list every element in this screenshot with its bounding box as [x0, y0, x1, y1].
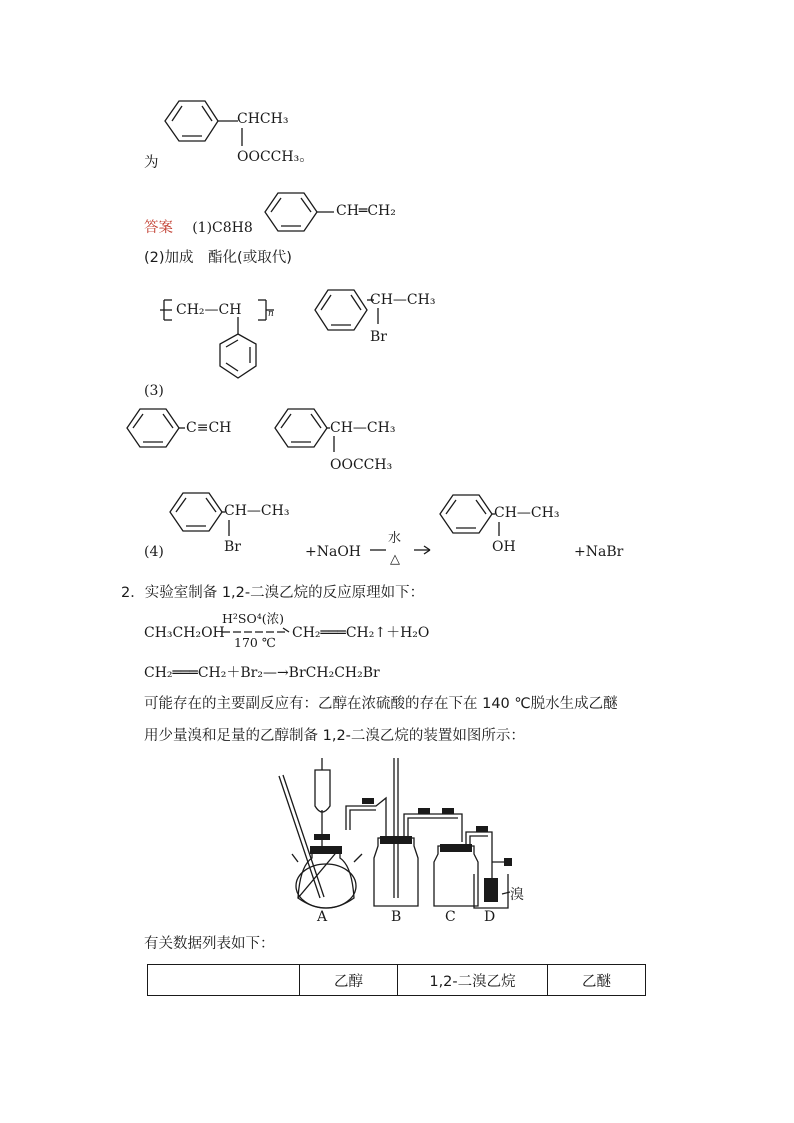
wei-text: 为 — [144, 155, 159, 171]
naoh-text: +NaOH — [305, 544, 362, 560]
answer-part2: (2)加成 酯化(或取代) — [144, 250, 292, 266]
table-header-ether: 乙醚 — [548, 965, 646, 996]
reaction-1-cond-top: H²SO⁴(浓) — [222, 611, 284, 626]
arrow-cond-top: 水 — [388, 531, 402, 546]
arrow-cond-bottom: △ — [390, 552, 400, 567]
reaction-1-left: CH₃CH₂OH — [144, 625, 225, 641]
reactant-lower: Br — [224, 539, 241, 555]
bromo-lower: Br — [370, 329, 387, 345]
label-c: C — [445, 909, 456, 925]
reaction-1-right: CH₂═══CH₂↑＋H₂O — [292, 625, 430, 641]
polymer-chain: CH₂—CH — [176, 302, 242, 318]
styrene-group: CH═CH₂ — [336, 203, 396, 219]
phenylacetylene-structure — [122, 406, 242, 466]
table-header-row — [148, 965, 646, 996]
nabr-text: +NaBr — [574, 544, 624, 560]
apparatus-diagram — [270, 758, 540, 928]
label-d: D — [484, 909, 496, 925]
side-reaction-text: 可能存在的主要副反应有：乙醇在浓硫酸的存在下在 140 ℃脱水生成乙醚 — [144, 696, 618, 712]
reaction-2: CH₂═══CH₂＋Br₂—→BrCH₂CH₂Br — [144, 665, 380, 681]
top-lower-group: OOCCH₃。 — [237, 149, 314, 165]
reaction-1-cond-bottom: 170 ℃ — [234, 635, 276, 650]
alkyne-group: C≡CH — [186, 420, 232, 436]
data-table — [147, 964, 646, 996]
table-header-ethanol: 乙醇 — [300, 965, 398, 996]
label-b: B — [391, 909, 402, 925]
answer-part1: (1)C8H8 — [192, 220, 253, 236]
product-upper: CH—CH₃ — [494, 505, 560, 521]
setup-text: 用少量溴和足量的乙醇制备 1,2-二溴乙烷的装置如图所示： — [144, 728, 525, 744]
label-a: A — [317, 909, 328, 925]
polymer-n: n — [268, 309, 274, 319]
answer-part4: (4) — [144, 544, 164, 560]
table-intro: 有关数据列表如下： — [144, 936, 275, 952]
reactant-upper: CH—CH₃ — [224, 503, 290, 519]
top-upper-group: CHCH₃ — [237, 111, 289, 127]
table-header-dibromoethane: 1,2-二溴乙烷 — [398, 965, 548, 996]
answer-part3: (3) — [144, 383, 164, 399]
answer-label: 答案 — [144, 220, 173, 236]
reaction-arrow — [370, 530, 440, 570]
reaction-1-arrow — [222, 625, 292, 635]
q2-title: 2．实验室制备 1,2-二溴乙烷的反应原理如下： — [121, 585, 425, 601]
answer-line-1 — [144, 221, 253, 236]
ester-lower: OOCCH₃ — [330, 457, 393, 473]
bromine-label: 溴 — [510, 887, 524, 903]
ester-upper: CH—CH₃ — [330, 420, 396, 436]
product-lower: OH — [492, 539, 516, 555]
bromo-upper: CH—CH₃ — [370, 292, 436, 308]
reactant-structure — [165, 490, 325, 550]
table-header-empty — [148, 965, 300, 996]
